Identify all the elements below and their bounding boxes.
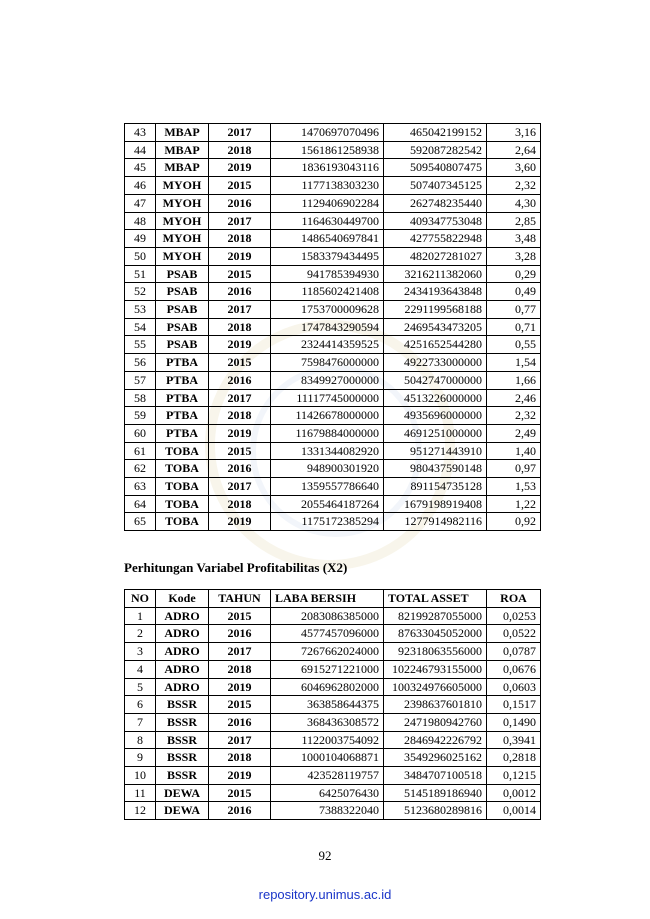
cell-ratio: 0,0012 bbox=[487, 784, 541, 802]
cell-value-2: 951271443910 bbox=[384, 442, 487, 460]
cell-kode: MBAP bbox=[156, 124, 209, 142]
table-row bbox=[125, 301, 541, 319]
cell-no: 46 bbox=[125, 177, 156, 195]
cell-ratio: 0,0522 bbox=[487, 625, 541, 643]
cell-no: 58 bbox=[125, 389, 156, 407]
cell-no: 7 bbox=[125, 713, 156, 731]
cell-ratio: 2,49 bbox=[487, 424, 541, 442]
cell-tahun: 2018 bbox=[209, 660, 271, 678]
cell-ratio: 2,32 bbox=[487, 177, 541, 195]
cell-tahun: 2017 bbox=[209, 731, 271, 749]
cell-kode: PSAB bbox=[156, 265, 209, 283]
cell-no: 54 bbox=[125, 318, 156, 336]
table-row bbox=[125, 283, 541, 301]
table-row bbox=[125, 802, 541, 820]
cell-ratio: 0,71 bbox=[487, 318, 541, 336]
table-row bbox=[125, 643, 541, 661]
cell-kode: BSSR bbox=[156, 731, 209, 749]
cell-kode: TOBA bbox=[156, 442, 209, 460]
table-row bbox=[125, 212, 541, 230]
cell-tahun: 2018 bbox=[209, 407, 271, 425]
cell-tahun: 2018 bbox=[209, 318, 271, 336]
cell-value-1: 363858644375 bbox=[271, 696, 384, 714]
cell-no: 49 bbox=[125, 230, 156, 248]
table-row bbox=[125, 442, 541, 460]
cell-tahun: 2017 bbox=[209, 212, 271, 230]
cell-no: 51 bbox=[125, 265, 156, 283]
cell-kode: MBAP bbox=[156, 141, 209, 159]
cell-value-2: 5145189186940 bbox=[384, 784, 487, 802]
cell-value-1: 1561861258938 bbox=[271, 141, 384, 159]
cell-kode: BSSR bbox=[156, 767, 209, 785]
cell-ratio: 0,3941 bbox=[487, 731, 541, 749]
cell-value-1: 1486540697841 bbox=[271, 230, 384, 248]
cell-tahun: 2016 bbox=[209, 802, 271, 820]
cell-ratio: 3,28 bbox=[487, 247, 541, 265]
cell-kode: MYOH bbox=[156, 212, 209, 230]
cell-no: 48 bbox=[125, 212, 156, 230]
table-row bbox=[125, 230, 541, 248]
cell-value-1: 1175172385294 bbox=[271, 513, 384, 531]
cell-value-2: 100324976605000 bbox=[384, 678, 487, 696]
cell-ratio: 0,1490 bbox=[487, 713, 541, 731]
cell-kode: ADRO bbox=[156, 625, 209, 643]
cell-ratio: 1,40 bbox=[487, 442, 541, 460]
cell-ratio: 3,48 bbox=[487, 230, 541, 248]
table-row bbox=[125, 177, 541, 195]
cell-value-1: 1177138303230 bbox=[271, 177, 384, 195]
cell-ratio: 0,1215 bbox=[487, 767, 541, 785]
cell-value-2: 482027281027 bbox=[384, 247, 487, 265]
cell-value-1: 423528119757 bbox=[271, 767, 384, 785]
cell-value-2: 4935696000000 bbox=[384, 407, 487, 425]
cell-kode: ADRO bbox=[156, 678, 209, 696]
header-tahun: TAHUN bbox=[209, 590, 271, 608]
cell-kode: TOBA bbox=[156, 478, 209, 496]
table-row bbox=[125, 318, 541, 336]
cell-tahun: 2016 bbox=[209, 371, 271, 389]
cell-no: 1 bbox=[125, 607, 156, 625]
cell-value-1: 4577457096000 bbox=[271, 625, 384, 643]
cell-value-2: 3484707100518 bbox=[384, 767, 487, 785]
cell-value-1: 1185602421408 bbox=[271, 283, 384, 301]
cell-tahun: 2019 bbox=[209, 513, 271, 531]
cell-ratio: 1,22 bbox=[487, 495, 541, 513]
cell-value-2: 92318063556000 bbox=[384, 643, 487, 661]
cell-value-2: 4513226000000 bbox=[384, 389, 487, 407]
table-row bbox=[125, 141, 541, 159]
cell-no: 10 bbox=[125, 767, 156, 785]
cell-no: 43 bbox=[125, 124, 156, 142]
cell-tahun: 2015 bbox=[209, 354, 271, 372]
cell-value-1: 8349927000000 bbox=[271, 371, 384, 389]
cell-tahun: 2017 bbox=[209, 389, 271, 407]
cell-tahun: 2016 bbox=[209, 625, 271, 643]
cell-value-2: 592087282542 bbox=[384, 141, 487, 159]
der-table-body bbox=[125, 124, 541, 531]
table-row bbox=[125, 371, 541, 389]
cell-no: 52 bbox=[125, 283, 156, 301]
cell-kode: PTBA bbox=[156, 424, 209, 442]
table-row bbox=[125, 713, 541, 731]
cell-value-1: 1583379434495 bbox=[271, 247, 384, 265]
cell-tahun: 2015 bbox=[209, 442, 271, 460]
cell-value-1: 2055464187264 bbox=[271, 495, 384, 513]
cell-kode: ADRO bbox=[156, 660, 209, 678]
cell-ratio: 1,54 bbox=[487, 354, 541, 372]
cell-ratio: 0,77 bbox=[487, 301, 541, 319]
cell-kode: MYOH bbox=[156, 194, 209, 212]
cell-value-1: 2083086385000 bbox=[271, 607, 384, 625]
cell-value-2: 87633045052000 bbox=[384, 625, 487, 643]
cell-no: 59 bbox=[125, 407, 156, 425]
cell-kode: PSAB bbox=[156, 301, 209, 319]
cell-tahun: 2016 bbox=[209, 194, 271, 212]
table-row bbox=[125, 495, 541, 513]
header-total-asset: TOTAL ASSET bbox=[384, 590, 487, 608]
table-row bbox=[125, 354, 541, 372]
cell-value-1: 1331344082920 bbox=[271, 442, 384, 460]
cell-kode: BSSR bbox=[156, 749, 209, 767]
table-row bbox=[125, 407, 541, 425]
cell-value-2: 2291199568188 bbox=[384, 301, 487, 319]
cell-tahun: 2019 bbox=[209, 424, 271, 442]
cell-value-2: 262748235440 bbox=[384, 194, 487, 212]
cell-value-2: 1679198919408 bbox=[384, 495, 487, 513]
cell-ratio: 0,0603 bbox=[487, 678, 541, 696]
cell-ratio: 0,0676 bbox=[487, 660, 541, 678]
cell-kode: PTBA bbox=[156, 371, 209, 389]
cell-kode: DEWA bbox=[156, 802, 209, 820]
cell-value-1: 1747843290594 bbox=[271, 318, 384, 336]
cell-no: 60 bbox=[125, 424, 156, 442]
cell-value-1: 1000104068871 bbox=[271, 749, 384, 767]
cell-kode: PSAB bbox=[156, 283, 209, 301]
section-title: Perhitungan Variabel Profitabilitas (X2) bbox=[124, 560, 348, 575]
table-row bbox=[125, 607, 541, 625]
table-row bbox=[125, 749, 541, 767]
cell-ratio: 2,46 bbox=[487, 389, 541, 407]
cell-ratio: 0,1517 bbox=[487, 696, 541, 714]
cell-kode: DEWA bbox=[156, 784, 209, 802]
repository-link[interactable]: repository.unimus.ac.id bbox=[258, 887, 392, 902]
cell-tahun: 2015 bbox=[209, 265, 271, 283]
cell-value-2: 2398637601810 bbox=[384, 696, 487, 714]
cell-no: 9 bbox=[125, 749, 156, 767]
table-row bbox=[125, 265, 541, 283]
cell-ratio: 4,30 bbox=[487, 194, 541, 212]
cell-value-1: 1122003754092 bbox=[271, 731, 384, 749]
cell-kode: ADRO bbox=[156, 643, 209, 661]
cell-value-1: 7598476000000 bbox=[271, 354, 384, 372]
cell-value-2: 2469543473205 bbox=[384, 318, 487, 336]
cell-kode: PSAB bbox=[156, 318, 209, 336]
cell-value-1: 11679884000000 bbox=[271, 424, 384, 442]
table-header-row bbox=[125, 590, 541, 608]
cell-tahun: 2015 bbox=[209, 784, 271, 802]
cell-tahun: 2019 bbox=[209, 336, 271, 354]
cell-kode: PTBA bbox=[156, 354, 209, 372]
cell-tahun: 2017 bbox=[209, 478, 271, 496]
cell-tahun: 2018 bbox=[209, 749, 271, 767]
cell-no: 50 bbox=[125, 247, 156, 265]
cell-value-2: 409347753048 bbox=[384, 212, 487, 230]
cell-value-1: 7388322040 bbox=[271, 802, 384, 820]
cell-ratio: 1,53 bbox=[487, 478, 541, 496]
cell-ratio: 3,16 bbox=[487, 124, 541, 142]
cell-ratio: 0,29 bbox=[487, 265, 541, 283]
cell-tahun: 2019 bbox=[209, 767, 271, 785]
cell-value-2: 4922733000000 bbox=[384, 354, 487, 372]
cell-value-2: 507407345125 bbox=[384, 177, 487, 195]
cell-no: 55 bbox=[125, 336, 156, 354]
cell-value-1: 6046962802000 bbox=[271, 678, 384, 696]
header-kode: Kode bbox=[156, 590, 209, 608]
cell-value-1: 2324414359525 bbox=[271, 336, 384, 354]
cell-kode: PTBA bbox=[156, 389, 209, 407]
table-row bbox=[125, 124, 541, 142]
cell-tahun: 2016 bbox=[209, 283, 271, 301]
cell-value-2: 5042747000000 bbox=[384, 371, 487, 389]
cell-ratio: 2,32 bbox=[487, 407, 541, 425]
cell-tahun: 2017 bbox=[209, 643, 271, 661]
header-no: NO bbox=[125, 590, 156, 608]
cell-value-2: 1277914982116 bbox=[384, 513, 487, 531]
cell-tahun: 2015 bbox=[209, 177, 271, 195]
table-row bbox=[125, 247, 541, 265]
cell-kode: TOBA bbox=[156, 460, 209, 478]
cell-value-1: 1753700009628 bbox=[271, 301, 384, 319]
cell-ratio: 3,60 bbox=[487, 159, 541, 177]
cell-kode: ADRO bbox=[156, 607, 209, 625]
table-row bbox=[125, 625, 541, 643]
cell-no: 6 bbox=[125, 696, 156, 714]
cell-ratio: 0,0787 bbox=[487, 643, 541, 661]
cell-value-2: 465042199152 bbox=[384, 124, 487, 142]
cell-value-2: 980437590148 bbox=[384, 460, 487, 478]
cell-tahun: 2018 bbox=[209, 230, 271, 248]
cell-value-2: 2471980942760 bbox=[384, 713, 487, 731]
page-number: 92 bbox=[318, 848, 332, 863]
cell-ratio: 0,55 bbox=[487, 336, 541, 354]
cell-tahun: 2016 bbox=[209, 460, 271, 478]
table-row bbox=[125, 696, 541, 714]
cell-no: 2 bbox=[125, 625, 156, 643]
table-row bbox=[125, 678, 541, 696]
cell-no: 11 bbox=[125, 784, 156, 802]
cell-ratio: 0,97 bbox=[487, 460, 541, 478]
cell-value-1: 941785394930 bbox=[271, 265, 384, 283]
cell-ratio: 1,66 bbox=[487, 371, 541, 389]
cell-ratio: 2,64 bbox=[487, 141, 541, 159]
cell-value-2: 4251652544280 bbox=[384, 336, 487, 354]
cell-value-1: 1359557786640 bbox=[271, 478, 384, 496]
table-row bbox=[125, 159, 541, 177]
cell-value-1: 11426678000000 bbox=[271, 407, 384, 425]
cell-kode: MYOH bbox=[156, 247, 209, 265]
cell-value-2: 427755822948 bbox=[384, 230, 487, 248]
cell-tahun: 2018 bbox=[209, 141, 271, 159]
cell-no: 62 bbox=[125, 460, 156, 478]
cell-value-2: 3216211382060 bbox=[384, 265, 487, 283]
cell-no: 63 bbox=[125, 478, 156, 496]
cell-value-1: 1470697070496 bbox=[271, 124, 384, 142]
cell-kode: PTBA bbox=[156, 407, 209, 425]
cell-value-2: 2846942226792 bbox=[384, 731, 487, 749]
roa-data-table bbox=[124, 589, 541, 820]
table-row bbox=[125, 389, 541, 407]
cell-tahun: 2015 bbox=[209, 607, 271, 625]
der-data-table bbox=[124, 123, 541, 531]
cell-value-1: 6915271221000 bbox=[271, 660, 384, 678]
cell-no: 65 bbox=[125, 513, 156, 531]
cell-tahun: 2019 bbox=[209, 159, 271, 177]
cell-no: 47 bbox=[125, 194, 156, 212]
cell-value-1: 7267662024000 bbox=[271, 643, 384, 661]
table-row bbox=[125, 513, 541, 531]
cell-value-1: 1164630449700 bbox=[271, 212, 384, 230]
cell-no: 5 bbox=[125, 678, 156, 696]
cell-ratio: 2,85 bbox=[487, 212, 541, 230]
cell-ratio: 0,49 bbox=[487, 283, 541, 301]
cell-value-1: 11117745000000 bbox=[271, 389, 384, 407]
cell-value-2: 2434193643848 bbox=[384, 283, 487, 301]
cell-value-2: 102246793155000 bbox=[384, 660, 487, 678]
cell-value-1: 368436308572 bbox=[271, 713, 384, 731]
cell-tahun: 2019 bbox=[209, 678, 271, 696]
cell-no: 45 bbox=[125, 159, 156, 177]
table-row bbox=[125, 336, 541, 354]
header-roa: ROA bbox=[487, 590, 541, 608]
table-row bbox=[125, 460, 541, 478]
table-row bbox=[125, 784, 541, 802]
table-row bbox=[125, 660, 541, 678]
cell-kode: MYOH bbox=[156, 177, 209, 195]
cell-value-1: 1836193043116 bbox=[271, 159, 384, 177]
roa-table-body bbox=[125, 607, 541, 819]
cell-value-1: 1129406902284 bbox=[271, 194, 384, 212]
cell-value-2: 5123680289816 bbox=[384, 802, 487, 820]
cell-no: 57 bbox=[125, 371, 156, 389]
cell-no: 64 bbox=[125, 495, 156, 513]
cell-ratio: 0,92 bbox=[487, 513, 541, 531]
cell-no: 12 bbox=[125, 802, 156, 820]
cell-tahun: 2017 bbox=[209, 124, 271, 142]
cell-tahun: 2017 bbox=[209, 301, 271, 319]
cell-kode: BSSR bbox=[156, 713, 209, 731]
table-row bbox=[125, 194, 541, 212]
cell-ratio: 0,0014 bbox=[487, 802, 541, 820]
table-row bbox=[125, 767, 541, 785]
cell-kode: MYOH bbox=[156, 230, 209, 248]
cell-value-2: 509540807475 bbox=[384, 159, 487, 177]
cell-kode: PSAB bbox=[156, 336, 209, 354]
header-laba-bersih: LABA BERSIH bbox=[271, 590, 384, 608]
cell-value-2: 4691251000000 bbox=[384, 424, 487, 442]
cell-value-2: 3549296025162 bbox=[384, 749, 487, 767]
cell-value-1: 6425076430 bbox=[271, 784, 384, 802]
cell-ratio: 0,0253 bbox=[487, 607, 541, 625]
cell-no: 56 bbox=[125, 354, 156, 372]
cell-kode: TOBA bbox=[156, 495, 209, 513]
cell-value-2: 82199287055000 bbox=[384, 607, 487, 625]
cell-no: 53 bbox=[125, 301, 156, 319]
cell-ratio: 0,2818 bbox=[487, 749, 541, 767]
cell-value-1: 948900301920 bbox=[271, 460, 384, 478]
cell-no: 61 bbox=[125, 442, 156, 460]
cell-no: 3 bbox=[125, 643, 156, 661]
cell-tahun: 2019 bbox=[209, 247, 271, 265]
cell-tahun: 2018 bbox=[209, 495, 271, 513]
cell-kode: TOBA bbox=[156, 513, 209, 531]
cell-no: 4 bbox=[125, 660, 156, 678]
cell-no: 8 bbox=[125, 731, 156, 749]
cell-no: 44 bbox=[125, 141, 156, 159]
cell-value-2: 891154735128 bbox=[384, 478, 487, 496]
cell-tahun: 2016 bbox=[209, 713, 271, 731]
cell-kode: BSSR bbox=[156, 696, 209, 714]
table-row bbox=[125, 424, 541, 442]
cell-tahun: 2015 bbox=[209, 696, 271, 714]
table-row bbox=[125, 731, 541, 749]
cell-kode: MBAP bbox=[156, 159, 209, 177]
table-row bbox=[125, 478, 541, 496]
